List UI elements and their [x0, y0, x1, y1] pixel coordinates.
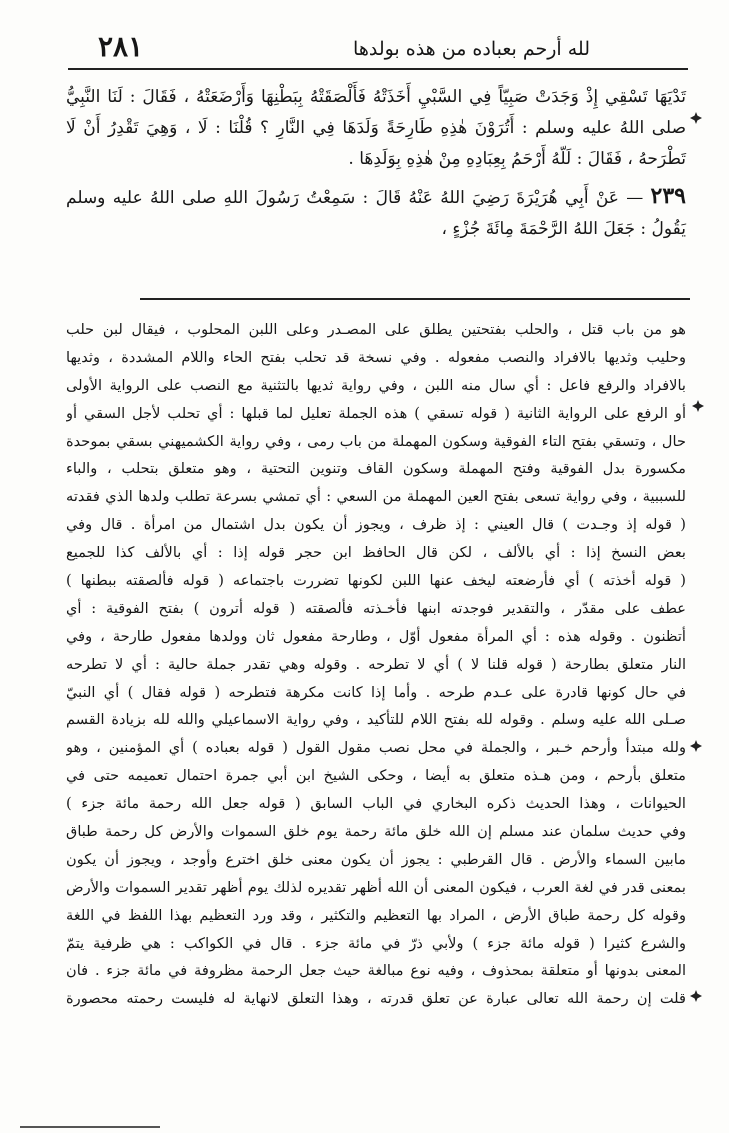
commentary-line: النار متعلق بطارحة ( قوله قلنا لا ) أي لا تطرحه . وقوله وهي تقدر جملة حالية : أي لا تطرحه	[66, 655, 686, 673]
commentary-line: ( قوله أخذته ) أي فأرضعته ليخف عنها اللبن لكونها تضررت باجتماعه ( قوله فألصقته ببطنها )	[66, 572, 686, 590]
commentary-line: قلت إن رحمة الله تعالى عبارة عن تعلق قدرته ، وهذا التعلق لانهاية له فليست رحمته محصورة	[66, 990, 686, 1008]
commentary-line: عطف على مقدّر ، والتقدير فوجدته ابنها فأخـذته فألصقته ( قوله أترون ) بفتح الفوقية : أي	[66, 599, 686, 617]
commentary-line: ولله مبتدأ وأرحم خـبر ، والجملة في محل نصب مقول القول ( قوله بعباده ) أي المؤمنين ، وهو	[66, 739, 686, 757]
commentary-separator	[140, 298, 690, 300]
margin-ornament-icon	[690, 740, 702, 752]
hadith-text	[66, 82, 686, 245]
commentary-line: وفي حديث سلمان عند مسلم إن الله خلق مائة رحمة يوم خلق السموات والأرض كل رحمة طباق	[66, 823, 686, 841]
commentary-line: بمعنى قدر في لغة العرب ، فيكون المعنى أن الله أظهر تقديره لذلك يوم أظهر تقدير السموات والأرض	[66, 878, 686, 896]
margin-ornament-icon	[690, 112, 702, 124]
commentary-line: الحيوانات ، وهذا الحديث ذكره البخاري في الباب السابق ( قوله جعل الله رحمة مائة جزء )	[66, 795, 686, 813]
commentary-line: أتظنون . وقوله هذه : أي المرأة مفعول أوّل ، وطارحة مفعول ثان وولدها مفعول طارحة ، وفي	[66, 627, 686, 645]
running-title: لله أرحم بعباده من هذه بولدها	[353, 38, 590, 60]
hadith-paragraph-1: تَدْيَهَا تَسْقِي إِذْ وَجَدَتْ صَبِيّاً فِي السَّبْيِ أَخَذَتْهُ فَأَلْصَقَتْهُ بِبَطْنِهَا وَأَرْضَعَتْهُ ، فَقَالَ : لَنَا النَّبِيُّ صلى اللهُ عليه وسلم : أَتُرَوْنَ هٰذِهِ طَارِحَةً وَلَدَهَا فِي النَّارِ ؟ قُلْنَا : لَا ، وَهِيَ تَقْدِرُ أَنْ لَا تَطْرَحهُ ، فَقَالَ : لَلّهُ أَرْحَمُ بِعِبَادِهِ مِنْ هٰذِهِ بِوَلَدِهَا .	[66, 87, 686, 169]
commentary-line: وقوله كل رحمة طباق الأرض ، المراد بها التعظيم والتكثير ، وقد ورد التعظيم بهذا اللفظ في اللغة	[66, 906, 686, 924]
page-header	[70, 30, 680, 70]
commentary-line: مابين السماء والأرض . قال القرطبي : يجوز أن يكون معنى خلق اخترع وأوجد ، ويجوز أن يكون	[66, 850, 686, 868]
commentary-line: بالافراد والرفع فاعل : أي سال منه اللبن ، وفي رواية ثديها بالتثنية مع النصب على الرواية الأولى	[66, 376, 686, 394]
commentary-line: المعنى بدونها أو متعلقة بمحذوف ، وفيه نوع مبالغة حيث جعل الرحمة مظروفة في مائة جزء . فان	[66, 962, 686, 980]
commentary-line: مكسورة بدل الفوقية وفتح المهملة وسكون القاف وتنوين التحتية ، وهو متعلق بتحلب ، والباء	[66, 460, 686, 478]
commentary-line: والشرع كثيرا ( قوله مائة جزء ) ولأبي ذرّ في مائة جزء . قال في الكواكب : هي ظرفية يتمّ	[66, 934, 686, 952]
commentary-line: للسببية ، وفي رواية تسعى بفتح العين المهملة من السعي : أي تمشي بسرعة تطلب ولدها الذي فقدته	[66, 488, 686, 506]
hadith-number: ٢٣٩	[650, 183, 686, 209]
commentary-line: صـلى الله عليه وسلم . وقوله لله بفتح اللام للتأكيد ، وفي رواية الاسماعيلي والله لله بزيادة القسم	[66, 711, 686, 729]
header-rule	[68, 68, 688, 70]
margin-ornament-icon	[690, 990, 702, 1002]
commentary-line: وحليب وثديها بالافراد والنصب مفعوله . وفي نسخة قد تحلب بفتح الحاء واللام المشددة ، وثديها	[66, 348, 686, 366]
commentary	[66, 316, 686, 1013]
margin-ornament-icon	[692, 400, 704, 412]
commentary-line: حال ، وتسقي بفتح التاء الفوقية وسكون المهملة من باب رمى ، وفي رواية الكشميهني بسقي بموحدة	[66, 432, 686, 450]
footer-rule	[20, 1126, 160, 1128]
page-number: ٢٨١	[98, 30, 144, 63]
commentary-line: ( قوله إذ وجـدت ) قال العيني : إذ ظرف ، ويجوز أن يكون بدل اشتمال من امرأة . قال وفي	[66, 516, 686, 534]
commentary-line: بعض النسخ إذا : أي بالألف ، لكن قال الحافظ ابن حجر قوله إذا : أي بالألف كذا للجميع	[66, 544, 686, 562]
commentary-line: متعلق بأرحم ، ومن هـذه متعلق به أيضا ، وحكى الشيخ ابن أبي جمرة احتمال تعميمه حتى في	[66, 767, 686, 785]
commentary-line: هو من باب قتل ، والحلب بفتحتين يطلق على المصـدر وعلى اللبن المحلوب ، فيقال لبن حلب	[66, 321, 686, 338]
commentary-line: أو الرفع على الرواية الثانية ( قوله تسقي ) هذه الجملة تعليل لما قبلها : أي تحلب لأجل السقي أو	[66, 404, 686, 422]
hadith-paragraph-2-text: — عَنْ أَبِي هُرَيْرَةَ رَضِيَ اللهُ عَنْهُ قَالَ : سَمِعْتُ رَسُولَ اللهِ صلى اللهُ عليه وسلم يَقُولُ : جَعَلَ اللهُ الرَّحْمَةَ مِائَةَ جُزْءٍ ،	[66, 188, 686, 239]
hadith-paragraph-2	[66, 181, 686, 245]
commentary-line: في حال كونها قادرة على عـدم طرحه . وأما إذا كانت مكرهة فتطرحه ( قوله فقال ) أي النبيّ	[66, 683, 686, 701]
